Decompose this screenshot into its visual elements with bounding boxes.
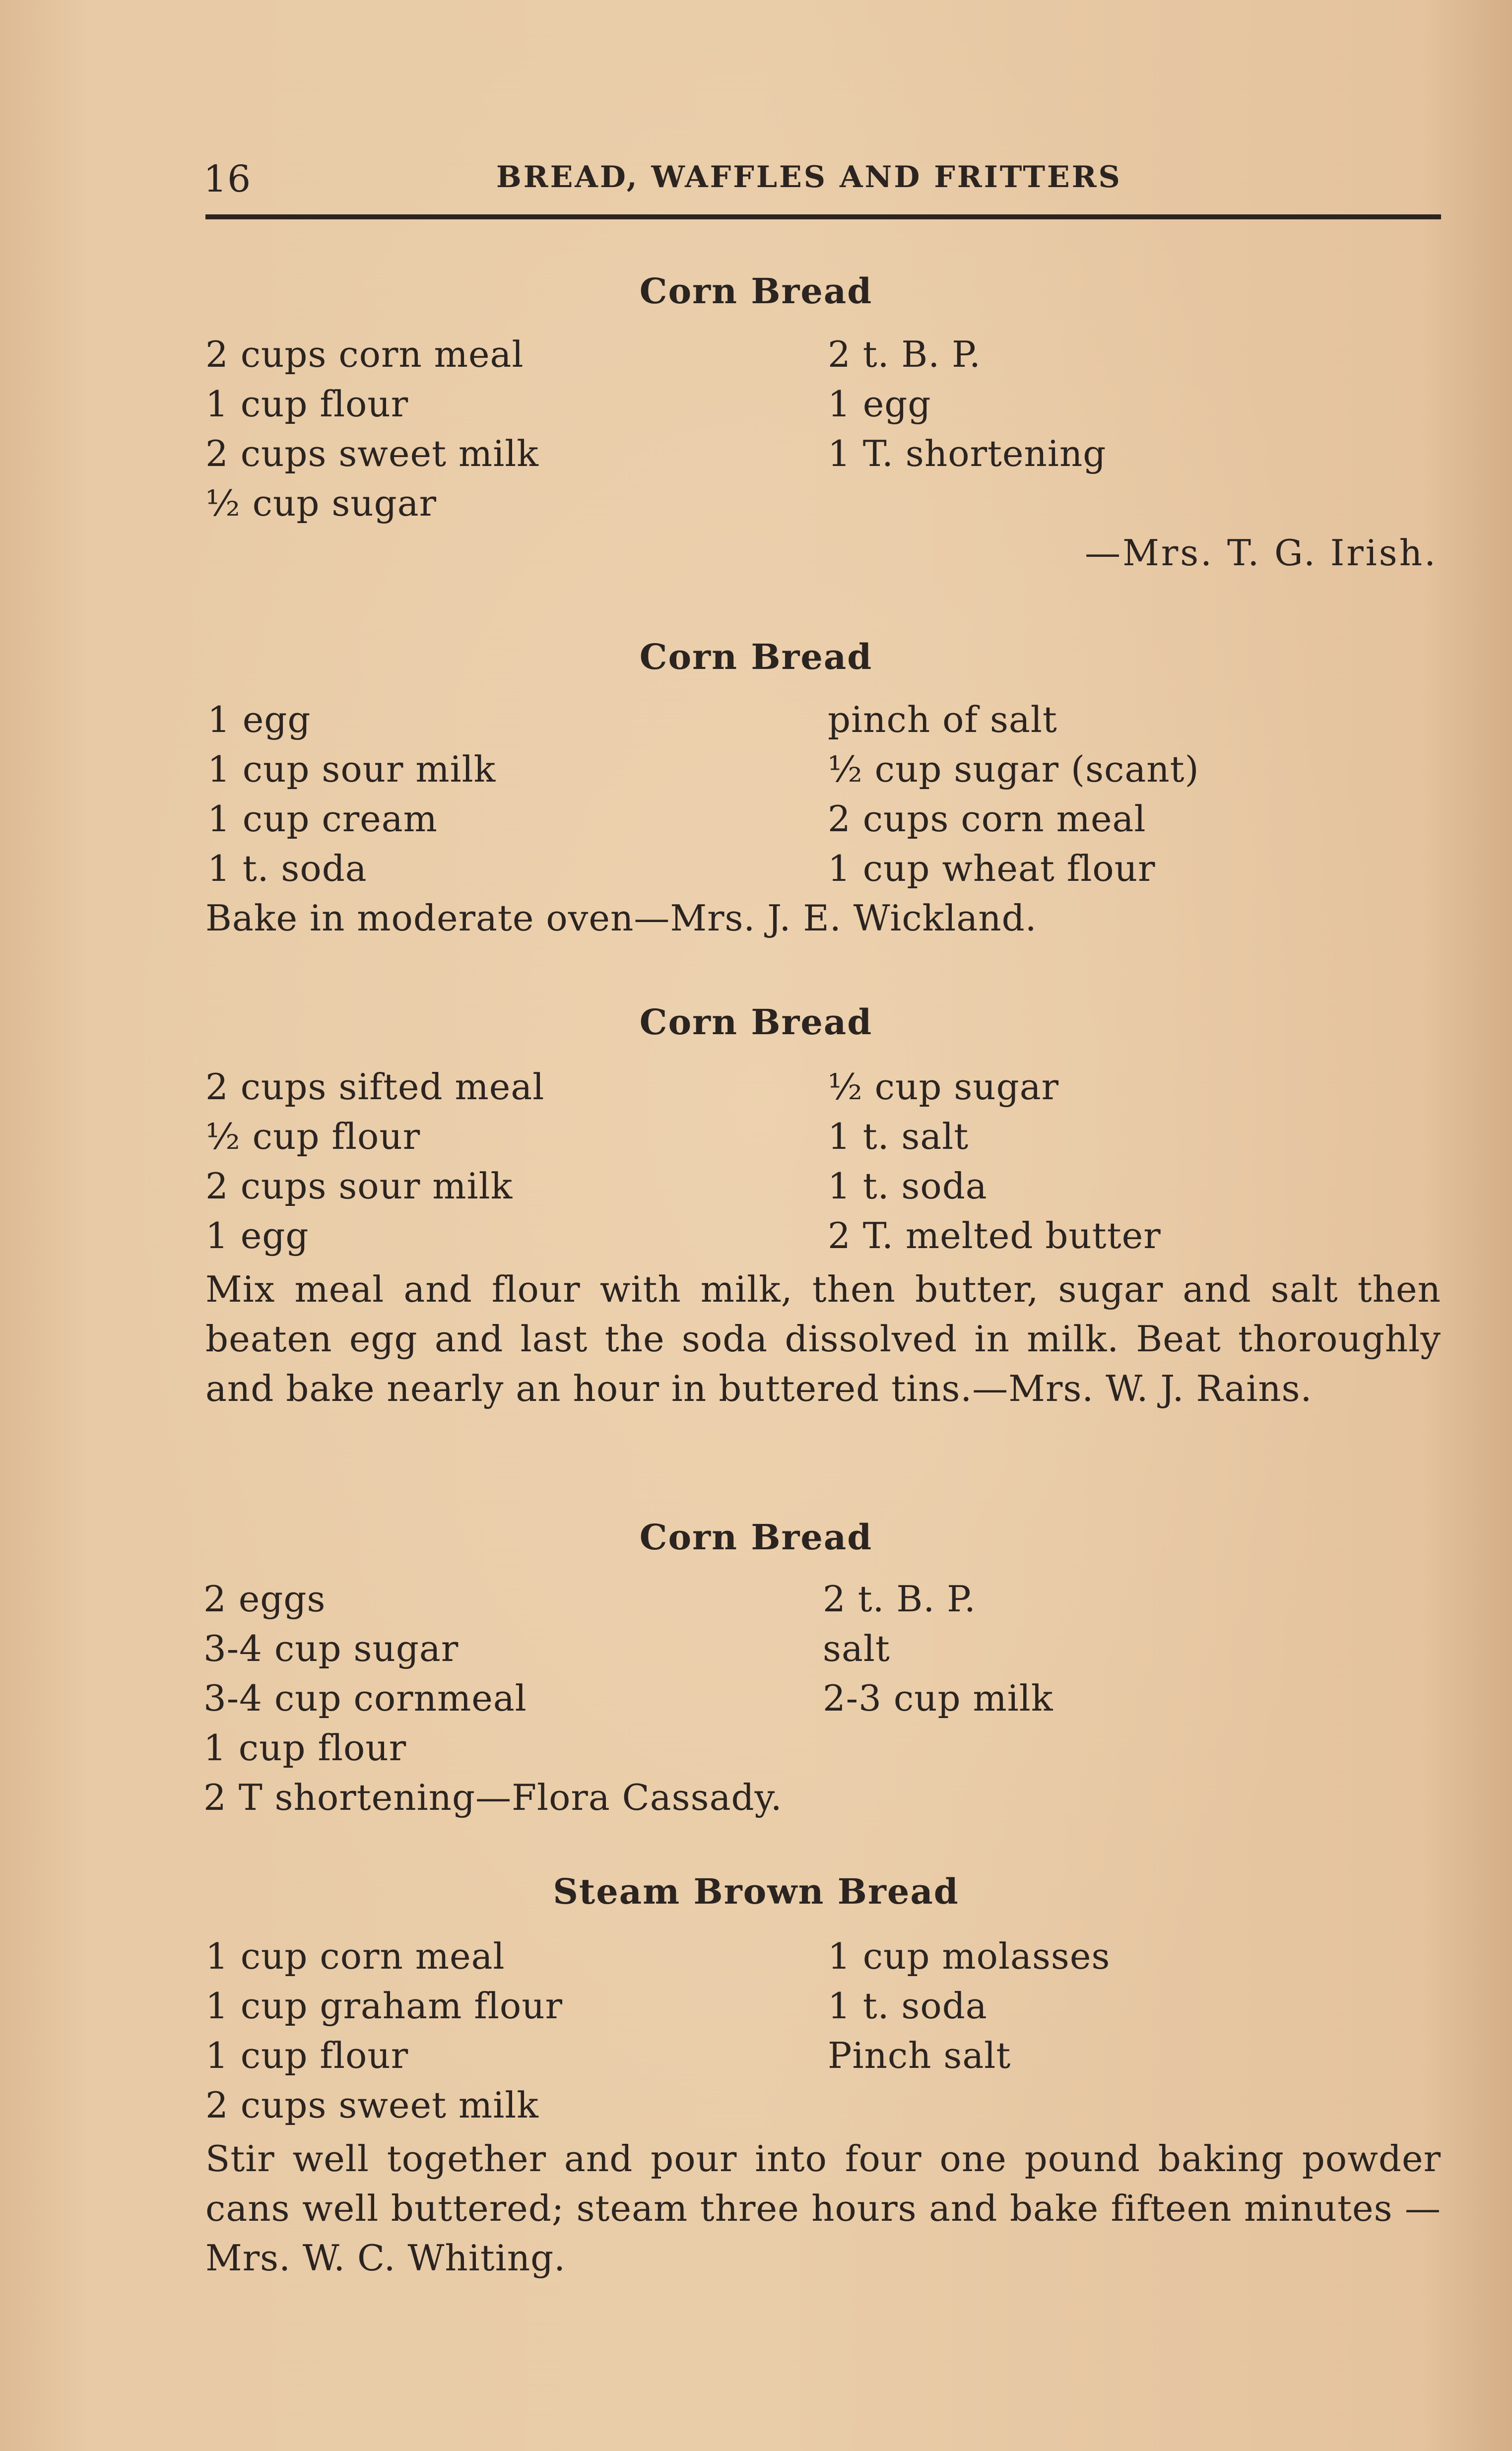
ingredient: 2 cups corn meal	[828, 798, 1146, 840]
ingredient: 1 cup flour	[203, 1727, 407, 1769]
ingredient: salt	[823, 1628, 890, 1669]
ingredient: ½ cup flour	[205, 1116, 421, 1157]
ingredient: 1 cup flour	[205, 2035, 409, 2076]
ingredient: 1 cup graham flour	[205, 1985, 563, 2027]
ingredient: 1 t. soda	[828, 1985, 987, 2027]
ingredient: 1 T. shortening	[828, 433, 1107, 474]
recipe-note: Bake in moderate oven—Mrs. J. E. Wickland.	[205, 897, 1037, 939]
ingredient: 1 cup wheat flour	[828, 848, 1156, 889]
recipe-credit: —Mrs. T. G. Irish.	[1085, 532, 1438, 574]
ingredient: 1 cup flour	[205, 383, 409, 425]
ingredient: 2 T shortening—Flora Cassady.	[203, 1777, 783, 1818]
ingredient: 1 t. soda	[828, 1165, 987, 1207]
running-head: BREAD, WAFFLES AND FRITTERS	[496, 160, 1122, 195]
ingredient: 2-3 cup milk	[823, 1677, 1053, 1719]
recipe-title: Steam Brown Bread	[553, 1871, 959, 1912]
recipe-title: Corn Bread	[639, 1517, 873, 1558]
ingredient: 1 t. soda	[207, 848, 367, 889]
ingredient: Pinch salt	[828, 2035, 1011, 2076]
recipe-note: Mix meal and flour with milk, then butter, sugar and salt then beaten egg and last the soda dissolved in milk. Beat thoroughly and bake nearly an hour in buttered tins.—Mrs. W. J. Rains.	[205, 1268, 1441, 1409]
recipe-note: Stir well together and pour into four one pound baking powder cans well buttered; steam three hours and bake fifteen minutes —Mrs. W. C. Whiting.	[205, 2138, 1441, 2279]
ingredient: ½ cup sugar (scant)	[828, 748, 1199, 790]
ingredient: 1 cup sour milk	[207, 748, 496, 790]
ingredient: 1 egg	[207, 699, 311, 740]
ingredient: ½ cup sugar	[828, 1066, 1059, 1108]
ingredient: 1 cup cream	[207, 798, 438, 840]
ingredient: 2 t. B. P.	[823, 1578, 976, 1620]
ingredient: 2 T. melted butter	[828, 1215, 1161, 1257]
ingredient: 2 cups sweet milk	[205, 433, 539, 474]
ingredient: 1 t. salt	[828, 1116, 969, 1157]
ingredient: 2 cups sifted meal	[205, 1066, 545, 1108]
ingredient: 2 eggs	[203, 1578, 326, 1620]
recipe-title: Corn Bread	[639, 270, 873, 312]
page-number: 16	[203, 158, 252, 200]
ingredient: 3-4 cup cornmeal	[203, 1677, 527, 1719]
ingredient: 2 cups corn meal	[205, 333, 524, 375]
ingredient: 2 cups sweet milk	[205, 2084, 539, 2126]
ingredient: 2 t. B. P.	[828, 333, 981, 375]
ingredient: 1 egg	[205, 1215, 309, 1257]
ingredient: 1 cup corn meal	[205, 1935, 505, 1977]
header-rule	[205, 214, 1441, 219]
recipe-title: Corn Bread	[639, 636, 873, 677]
ingredient: 1 cup molasses	[828, 1935, 1111, 1977]
ingredient: 2 cups sour milk	[205, 1165, 513, 1207]
ingredient: ½ cup sugar	[205, 482, 437, 524]
ingredient: 3-4 cup sugar	[203, 1628, 459, 1669]
recipe-title: Corn Bread	[639, 1001, 873, 1043]
ingredient: 1 egg	[828, 383, 931, 425]
ingredient: pinch of salt	[828, 699, 1057, 740]
